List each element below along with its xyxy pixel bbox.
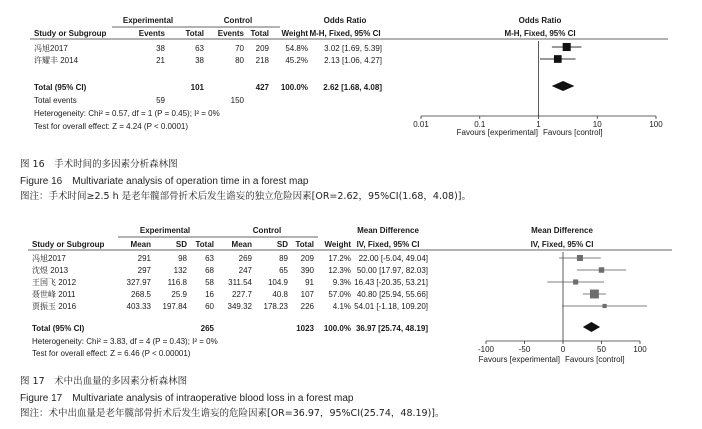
fig17-total-ci: 36.97 [25.74, 48.19]: [355, 324, 428, 333]
fig16-caption-cn: 图 16 手术时间的多因素分析森林图: [20, 159, 178, 170]
fig16-group2-label: Control: [223, 16, 253, 25]
fig16-caption-en: Figure 16 Multivariate analysis of operation time in a forest map: [20, 176, 309, 187]
fig17-total2: 209: [300, 254, 314, 263]
fig16-tick-label: 10: [592, 120, 602, 129]
fig17-sd1: 132: [173, 266, 187, 275]
fig16-total-events1: 59: [156, 96, 165, 105]
fig16-events1: 21: [156, 56, 165, 65]
fig17-weight: 4.1%: [332, 302, 351, 311]
fig17-ci: 16.43 [-20.35, 53.21]: [354, 278, 428, 287]
fig17-caption-en: Figure 17 Multivariate analysis of intraoperative blood loss in a forest map: [20, 393, 354, 404]
fig17-mean2: 311.54: [228, 278, 252, 287]
fig17-mean2: 269: [238, 254, 252, 263]
fig17-ci: 22.00 [-5.04, 49.04]: [358, 254, 428, 263]
fig17-mean1: 327.97: [126, 278, 151, 287]
fig17-total2: 107: [300, 290, 314, 299]
fig16-total-label: Total (95% CI): [34, 83, 87, 92]
fig17-total-n1: 265: [200, 324, 214, 333]
fig17-mean2: 247: [238, 266, 252, 275]
fig17-md-title: Mean Difference: [357, 226, 419, 235]
fig16-overall-effect: Test for overall effect: Z = 4.24 (P < 0.0001): [34, 122, 189, 131]
fig17-total-label: Total (95% CI): [32, 324, 85, 333]
fig17-sd1: 197.84: [162, 302, 187, 311]
fig16-events2: 80: [235, 56, 244, 65]
fig17-sd1: 98: [178, 254, 187, 263]
fig16-heterogeneity: Heterogeneity: Chi² = 0.57, df = 1 (P = 0.45); I² = 0%: [34, 109, 220, 118]
fig17-study-header: Study or Subgroup: [32, 240, 105, 249]
fig17-tick-label: 0: [560, 345, 566, 354]
fig17-tick-label: 100: [633, 345, 647, 354]
fig17-sd2: 104.9: [267, 278, 288, 287]
fig17-study-name: 聂世峰 2011: [32, 290, 76, 299]
fig17-study-name: 沈煜 2013: [32, 266, 69, 275]
fig17-mean1: 268.5: [130, 290, 151, 299]
fig16-point-estimate: [563, 43, 571, 51]
fig17-plot-method: IV, Fixed, 95% CI: [530, 240, 594, 249]
fig17-total2: 91: [305, 278, 314, 287]
fig17-mean2: 227.7: [231, 290, 252, 299]
fig16-study-name: 冯旭2017: [34, 44, 68, 53]
fig16-tick-label: 0.1: [474, 120, 486, 129]
fig17-plot-area: [547, 252, 647, 341]
fig16-point-estimate: [554, 55, 562, 63]
fig17-sd2: 65: [279, 266, 288, 275]
fig17-point-estimate: [599, 267, 604, 272]
fig17-total-diamond: [583, 322, 600, 332]
fig17-study-name: 冯旭2017: [32, 254, 66, 263]
fig17-total-row: [32, 324, 428, 333]
fig16-tick-label: 1: [536, 120, 541, 129]
fig16-events1: 38: [156, 44, 165, 53]
fig17-ci: 40.80 [25.94, 55.66]: [356, 290, 428, 299]
fig16-weight-header: Weight: [281, 29, 308, 38]
fig17-weight: 17.2%: [328, 254, 351, 263]
fig16-events2: 70: [235, 44, 244, 53]
fig17-mean2-header: Mean: [231, 240, 252, 249]
fig17-x-axis: [478, 341, 647, 354]
fig17-heterogeneity: Heterogeneity: Chi² = 3.83, df = 4 (P = 0.43); I² = 0%: [32, 337, 218, 346]
fig17-sd2: 89: [279, 254, 288, 263]
fig17-total1: 68: [205, 266, 214, 275]
fig17-mean1-header: Mean: [130, 240, 151, 249]
fig17-tick-label: -50: [518, 345, 531, 354]
fig16-study-header: Study or Subgroup: [34, 29, 107, 38]
fig17-point-estimate: [573, 279, 578, 284]
fig17-mean1: 297: [137, 266, 151, 275]
fig17-weight-header: Weight: [324, 240, 351, 249]
fig16-tick-label: 0.01: [413, 120, 429, 129]
fig16-total-row: [34, 83, 382, 92]
fig16-tick-label: 100: [649, 120, 663, 129]
fig17-sd2-header: SD: [276, 240, 288, 249]
fig16-total1: 63: [195, 44, 204, 53]
fig17-weight: 12.3%: [328, 266, 351, 275]
fig16-total-ci: 2.62 [1.68, 4.08]: [323, 83, 382, 92]
fig17-sd1-header: SD: [175, 240, 187, 249]
fig16-plot-method: M-H, Fixed, 95% CI: [504, 29, 576, 38]
fig17-note: 图注：术中出血量是老年髋部骨折术后发生谵妄的危险因素[OR=36.97，95%CI(25.74，48.19)]。: [20, 408, 445, 419]
fig17-sd1: 116.8: [167, 278, 187, 287]
fig16-events1-header: Events: [138, 29, 165, 38]
fig16-study-name: 许耀丰 2014: [34, 56, 79, 65]
fig17-tick-label: 50: [597, 345, 606, 354]
fig17-ci: 50.00 [17.97, 82.03]: [356, 266, 428, 275]
fig17-total1: 63: [205, 254, 214, 263]
fig16-weight: 45.2%: [285, 56, 308, 65]
fig17-total2: 226: [300, 302, 314, 311]
fig16-total-events-label: Total events: [34, 96, 77, 105]
fig17-header: [32, 226, 593, 249]
fig16-total-n1: 101: [190, 83, 204, 92]
fig17-weight: 9.3%: [332, 278, 351, 287]
fig16-group1-label: Experimental: [122, 16, 174, 25]
fig16-or-title: Odds Ratio: [323, 16, 367, 25]
fig16-total1-header: Total: [185, 29, 204, 38]
fig17-sd2: 40.8: [272, 290, 288, 299]
fig16-x-axis: [413, 116, 663, 129]
fig16-total2-header: Total: [250, 29, 269, 38]
fig17-study-name: 贾振玉 2016: [32, 302, 77, 311]
fig16-favours-right: Favours [control]: [543, 128, 603, 137]
fig17-sd2: 178.23: [263, 302, 288, 311]
fig16-or-method: M-H, Fixed, 95% CI: [309, 29, 381, 38]
fig16-ci: 3.02 [1.69, 5.39]: [324, 44, 382, 53]
fig17-point-estimate: [590, 290, 599, 299]
fig17-study-name: 王国飞 2012: [32, 278, 77, 287]
fig17-tick-label: -100: [477, 345, 495, 354]
fig17-mean1: 403.33: [126, 302, 151, 311]
fig17-total2: 390: [300, 266, 314, 275]
fig16-total-n2: 427: [255, 83, 269, 92]
fig16-total-weight: 100.0%: [280, 83, 308, 92]
fig17-footer: [32, 337, 218, 358]
fig17-group2-label: Control: [252, 226, 282, 235]
fig17-weight: 57.0%: [328, 290, 351, 299]
fig16-table-rows: [34, 43, 382, 65]
fig16-total-diamond: [552, 81, 575, 91]
fig16-total2: 218: [255, 56, 269, 65]
fig17-total1: 58: [205, 278, 214, 287]
fig16-weight: 54.8%: [285, 44, 308, 53]
fig17-total-weight: 100.0%: [323, 324, 351, 333]
fig16-plot-area: [539, 41, 582, 116]
fig17-caption-cn: 图 17 术中出血量的多因素分析森林图: [20, 376, 188, 387]
fig17-group1-label: Experimental: [139, 226, 191, 235]
fig16-footer: [34, 96, 245, 131]
fig16-note: 图注：手术时间≥2.5 h 是老年髋部骨折术后发生谵妄的独立危险因素[OR=2.62，95%CI(1.68，4.08)]。: [20, 191, 472, 202]
fig17-total-n2: 1023: [296, 324, 314, 333]
fig17-total2-header: Total: [295, 240, 314, 249]
fig17-mean2: 349.32: [227, 302, 252, 311]
fig17-plot-title: Mean Difference: [531, 226, 593, 235]
fig17-favours-right: Favours [control]: [565, 355, 625, 364]
fig17-mean1: 291: [137, 254, 151, 263]
fig16-events2-header: Events: [217, 29, 244, 38]
fig16-plot-title: Odds Ratio: [518, 16, 562, 25]
fig16-total2: 209: [255, 44, 269, 53]
fig16-total1: 38: [195, 56, 204, 65]
fig16-favours-left: Favours [experimental]: [456, 128, 538, 137]
fig17-favours-left: Favours [experimental]: [478, 355, 560, 364]
fig17-sd1: 25.9: [171, 290, 187, 299]
fig17-overall-effect: Test for overall effect: Z = 6.46 (P < 0.00001): [32, 349, 191, 358]
fig17-total1-header: Total: [195, 240, 214, 249]
fig17-md-method: IV, Fixed, 95% CI: [356, 240, 420, 249]
fig16-total-events2: 150: [230, 96, 244, 105]
fig17-point-estimate: [577, 255, 583, 261]
fig17-ci: 54.01 [-1.18, 109.20]: [354, 302, 428, 311]
fig17-point-estimate: [602, 304, 606, 308]
fig17-total1: 60: [205, 302, 214, 311]
fig16-ci: 2.13 [1.06, 4.27]: [324, 56, 382, 65]
fig17-total1: 16: [205, 290, 214, 299]
fig17-table-rows: [32, 253, 428, 311]
